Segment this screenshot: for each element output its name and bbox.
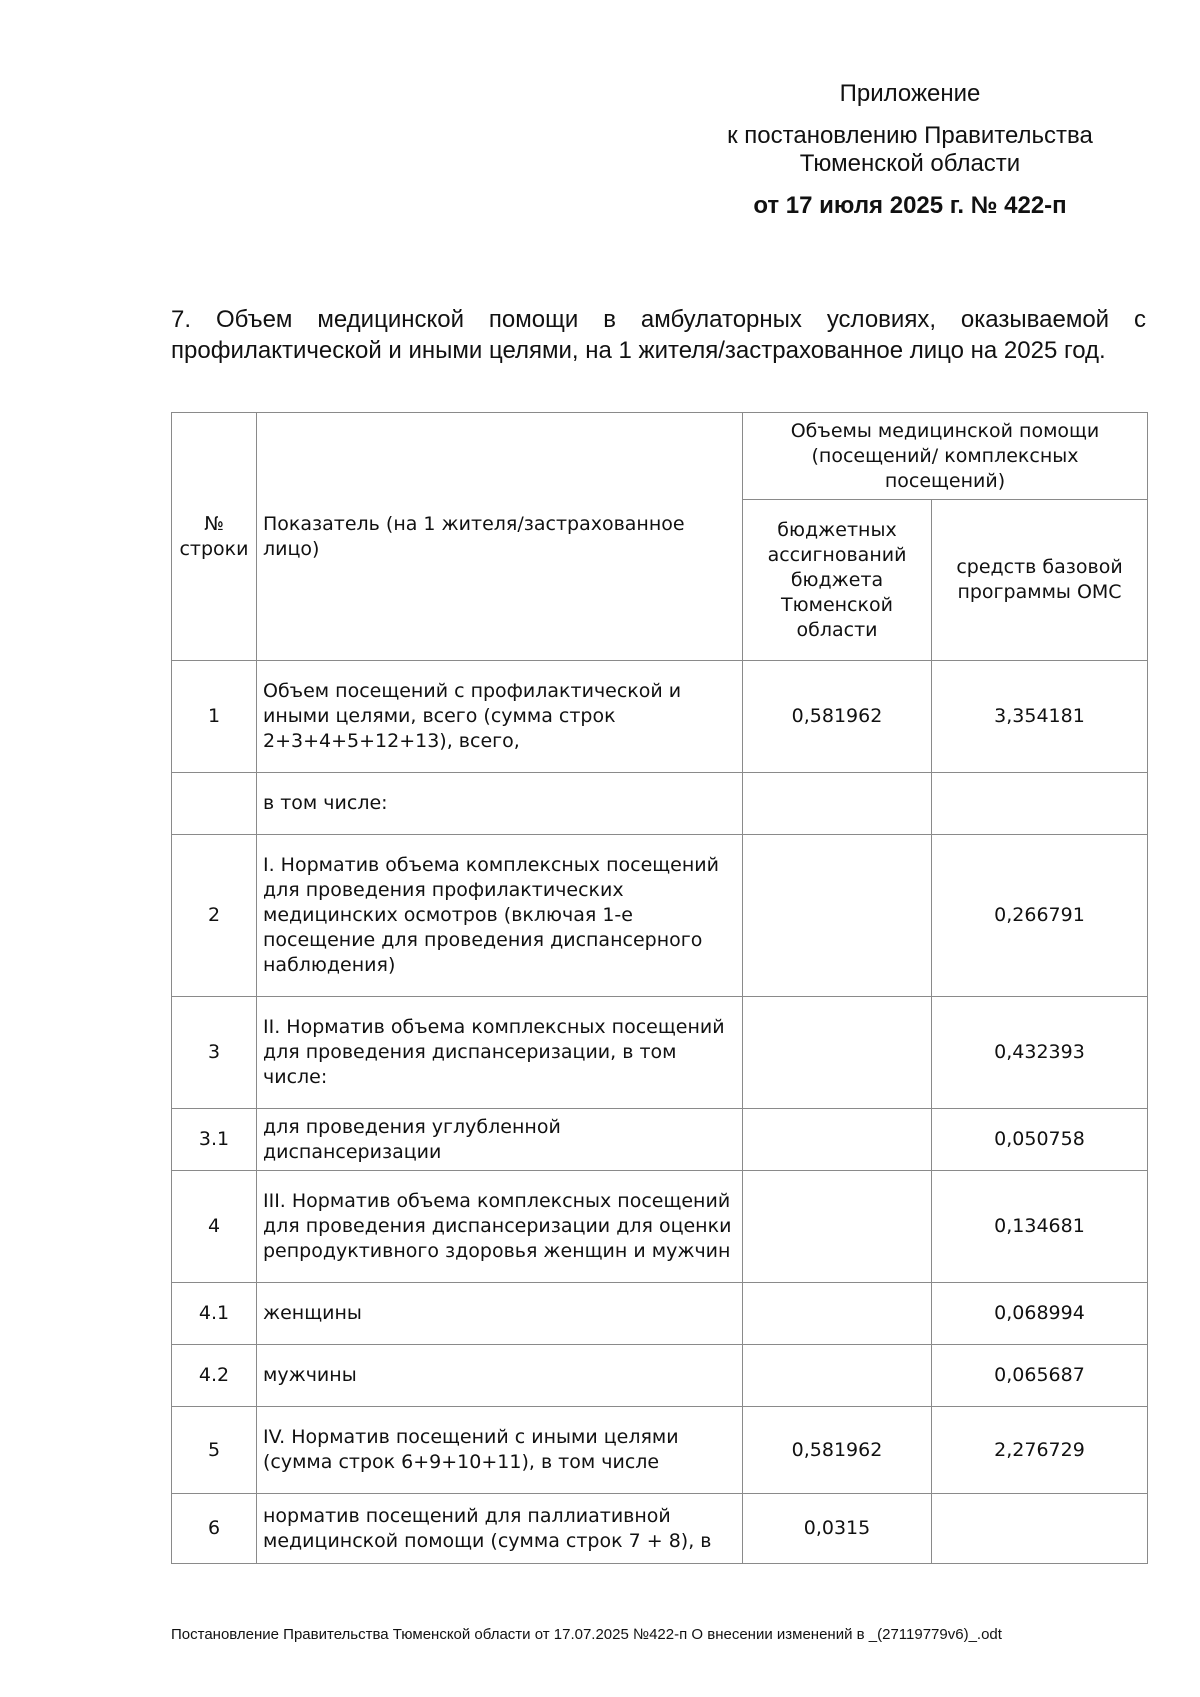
table-row — [172, 1171, 1148, 1283]
row-budget-value — [743, 835, 932, 997]
row-number: 5 — [172, 1407, 257, 1494]
row-indicator: для проведения углубленной диспансеризации — [257, 1109, 743, 1171]
row-oms-value: 0,050758 — [932, 1109, 1148, 1171]
row-number: 2 — [172, 835, 257, 997]
row-oms-value: 0,432393 — [932, 997, 1148, 1109]
row-indicator: IV. Норматив посещений с иными целями (сумма строк 6+9+10+11), в том числе — [257, 1407, 743, 1494]
table-row — [172, 1109, 1148, 1171]
row-oms-value: 0,068994 — [932, 1283, 1148, 1345]
row-indicator: III. Норматив объема комплексных посещений для проведения диспансеризации для оценки репродуктивного здоровья женщин и мужчин — [257, 1171, 743, 1283]
attachment-resolution-line1: к постановлению Правительства — [727, 122, 1093, 149]
header-indicator: Показатель (на 1 жителя/застрахованное лицо) — [257, 413, 743, 661]
attachment-block — [690, 80, 1130, 220]
row-budget-value: 0,0315 — [743, 1494, 932, 1564]
row-number: 3 — [172, 997, 257, 1109]
row-oms-value — [932, 773, 1148, 835]
row-number: 3.1 — [172, 1109, 257, 1171]
table-row — [172, 1283, 1148, 1345]
row-oms-value: 2,276729 — [932, 1407, 1148, 1494]
row-budget-value — [743, 1109, 932, 1171]
table-row — [172, 661, 1148, 773]
attachment-label: Приложение — [839, 80, 981, 107]
row-budget-value: 0,581962 — [743, 1407, 932, 1494]
table-row — [172, 1494, 1148, 1564]
row-number — [172, 773, 257, 835]
document-footer: Постановление Правительства Тюменской области от 17.07.2025 №422-п О внесении изменений в _(27119779v6)_.odt — [171, 1626, 1002, 1643]
row-number: 4 — [172, 1171, 257, 1283]
row-number: 4.1 — [172, 1283, 257, 1345]
table-row — [172, 1345, 1148, 1407]
header-volumes-group: Объемы медицинской помощи (посещений/ комплексных посещений) — [743, 413, 1148, 500]
row-indicator: мужчины — [257, 1345, 743, 1407]
row-oms-value: 0,266791 — [932, 835, 1148, 997]
header-row-1 — [172, 413, 1148, 500]
row-number: 6 — [172, 1494, 257, 1564]
header-row-number: № строки — [172, 413, 257, 661]
row-indicator: I. Норматив объема комплексных посещений для проведения профилактических медицинских осмотров (включая 1-е посещение для проведения диспансерного наблюдения) — [257, 835, 743, 997]
table-row — [172, 1407, 1148, 1494]
row-oms-value — [932, 1494, 1148, 1564]
row-budget-value — [743, 773, 932, 835]
resolution-date: от 17 июля 2025 г. № 422-п — [753, 192, 1067, 219]
table-row — [172, 835, 1148, 997]
row-budget-value: 0,581962 — [743, 661, 932, 773]
row-budget-value — [743, 1345, 932, 1407]
row-budget-value — [743, 1171, 932, 1283]
row-budget-value — [743, 1283, 932, 1345]
row-number: 4.2 — [172, 1345, 257, 1407]
header-budget: бюджетных ассигнований бюджета Тюменской области — [743, 500, 932, 661]
volume-table — [171, 412, 1148, 1564]
row-indicator: Объем посещений с профилактической и иными целями, всего (сумма строк 2+3+4+5+12+13), всего, — [257, 661, 743, 773]
row-budget-value — [743, 997, 932, 1109]
row-indicator: женщины — [257, 1283, 743, 1345]
row-indicator: норматив посещений для паллиативной медицинской помощи (сумма строк 7 + 8), в — [257, 1494, 743, 1564]
row-number: 1 — [172, 661, 257, 773]
section-title: 7. Объем медицинской помощи в амбулаторных условиях, оказываемой с профилактической и иными целями, на 1 жителя/застрахованное лицо на 2025 год. — [171, 306, 1146, 364]
header-oms: средств базовой программы ОМС — [932, 500, 1148, 661]
attachment-resolution-line2: Тюменской области — [799, 150, 1021, 177]
row-oms-value: 0,065687 — [932, 1345, 1148, 1407]
table-row — [172, 773, 1148, 835]
row-oms-value: 0,134681 — [932, 1171, 1148, 1283]
row-indicator: II. Норматив объема комплексных посещений для проведения диспансеризации, в том числе: — [257, 997, 743, 1109]
table-row — [172, 997, 1148, 1109]
row-indicator: в том числе: — [257, 773, 743, 835]
row-oms-value: 3,354181 — [932, 661, 1148, 773]
